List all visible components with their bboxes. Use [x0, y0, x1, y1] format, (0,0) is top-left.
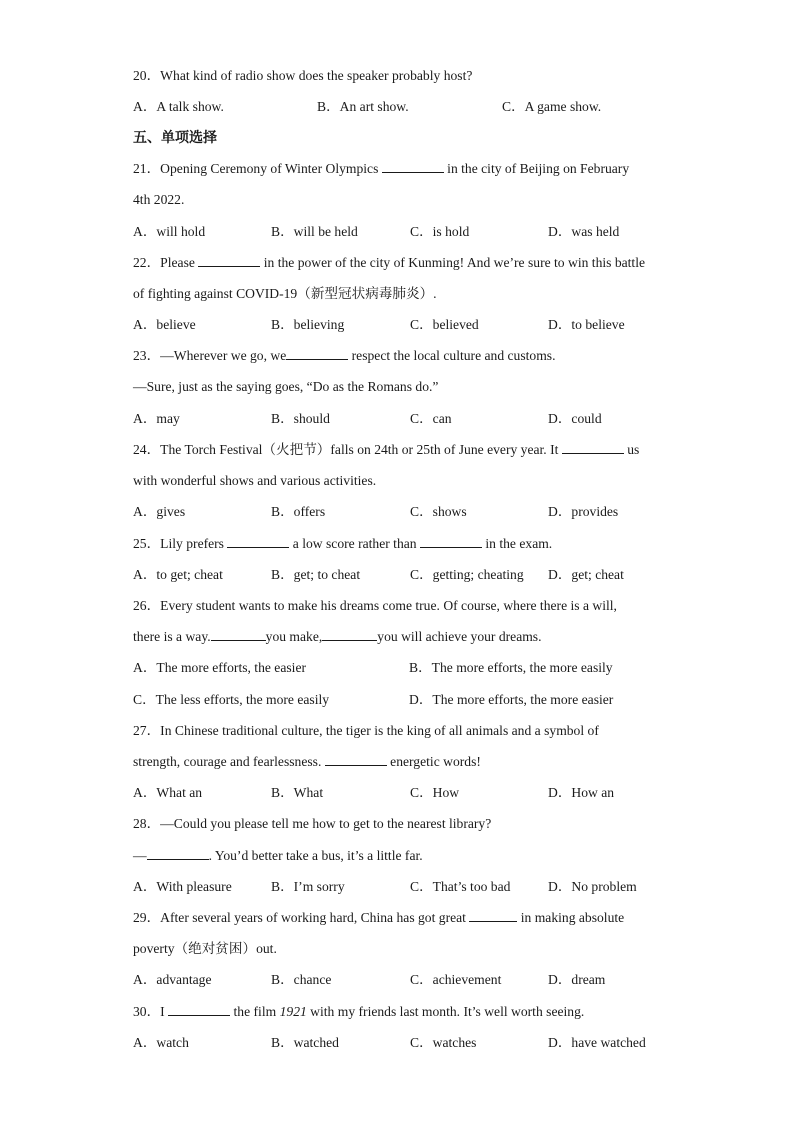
q28-blank[interactable]: [147, 847, 209, 860]
q26-stem-line1: 26．Every student wants to make his dreams come true. Of course, where there is a will,: [133, 598, 617, 613]
q29-stem-line2: poverty（绝对贫困）out.: [133, 941, 277, 956]
q23-option-a[interactable]: A．may: [133, 411, 180, 426]
q28-option-a[interactable]: A．With pleasure: [133, 879, 232, 894]
q30-stem-line1: 30．I the film 1921 with my friends last month. It’s well worth seeing.: [133, 1004, 585, 1019]
q20-option-c[interactable]: C．A game show.: [502, 99, 602, 114]
q26-stem-line2: there is a way. you make, you will achieve your dreams.: [133, 629, 542, 644]
q20-stem: 20．What kind of radio show does the speaker probably host?: [133, 68, 473, 83]
q26-option-d[interactable]: D．The more efforts, the more easier: [409, 692, 614, 707]
q28-stem-line2: — . You’d better take a bus, it’s a little far.: [133, 848, 423, 863]
q26-blank-1[interactable]: [211, 628, 266, 641]
q26-option-c[interactable]: C．The less efforts, the more easily: [133, 692, 330, 707]
q25-option-a[interactable]: A．to get; cheat: [133, 567, 223, 582]
q27-option-b[interactable]: B．What: [271, 785, 324, 800]
q23-option-d[interactable]: D．could: [548, 411, 602, 426]
q25-option-b[interactable]: B．get; to cheat: [271, 567, 361, 582]
q22-option-c[interactable]: C．believed: [410, 317, 479, 332]
q22-blank[interactable]: [198, 254, 260, 267]
section-title: 五、单项选择: [133, 130, 217, 146]
q30-blank[interactable]: [168, 1003, 230, 1016]
q29-option-a[interactable]: A．advantage: [133, 972, 212, 987]
q24-blank[interactable]: [562, 441, 624, 454]
q27-option-c[interactable]: C．How: [410, 785, 460, 800]
q22-stem-line2: of fighting against COVID-19（新型冠状病毒肺炎）.: [133, 286, 437, 301]
q28-option-b[interactable]: B．I’m sorry: [271, 879, 345, 894]
q24-option-b[interactable]: B．offers: [271, 504, 326, 519]
q22-option-d[interactable]: D．to believe: [548, 317, 625, 332]
q20-option-a[interactable]: A．A talk show.: [133, 99, 224, 114]
q23-stem-line2: —Sure, just as the saying goes, “Do as the Romans do.”: [133, 379, 439, 394]
q30-option-c[interactable]: C．watches: [410, 1035, 477, 1050]
q27-blank[interactable]: [325, 753, 387, 766]
q29-option-d[interactable]: D．dream: [548, 972, 606, 987]
q29-option-c[interactable]: C．achievement: [410, 972, 502, 987]
q20-option-b[interactable]: B．An art show.: [317, 99, 409, 114]
q25-stem-line1: 25．Lily prefers a low score rather than in the exam.: [133, 536, 553, 551]
q30-option-d[interactable]: D．have watched: [548, 1035, 646, 1050]
q24-stem-line2: with wonderful shows and various activities.: [133, 473, 377, 488]
q21-stem-line2: 4th 2022.: [133, 192, 185, 207]
q26-blank-2[interactable]: [322, 628, 377, 641]
q21-option-c[interactable]: C．is hold: [410, 224, 470, 239]
q28-stem-line1: 28．—Could you please tell me how to get to the nearest library?: [133, 816, 492, 831]
q29-option-b[interactable]: B．chance: [271, 972, 332, 987]
q25-option-d[interactable]: D．get; cheat: [548, 567, 624, 582]
q25-blank-2[interactable]: [420, 535, 482, 548]
q21-stem-line1: 21．Opening Ceremony of Winter Olympics in the city of Beijing on February: [133, 161, 630, 176]
q27-option-d[interactable]: D．How an: [548, 785, 615, 800]
q24-option-d[interactable]: D．provides: [548, 504, 619, 519]
q21-option-a[interactable]: A．will hold: [133, 224, 206, 239]
q29-stem-line1: 29．After several years of working hard, China has got great in making absolute: [133, 910, 625, 925]
q28-option-d[interactable]: D．No problem: [548, 879, 637, 894]
q23-blank[interactable]: [286, 347, 348, 360]
film-title: 1921: [279, 1004, 307, 1019]
q29-blank[interactable]: [469, 909, 517, 922]
q24-option-a[interactable]: A．gives: [133, 504, 186, 519]
q23-option-c[interactable]: C．can: [410, 411, 452, 426]
q24-stem-line1: 24．The Torch Festival（火把节）falls on 24th or 25th of June every year. It us: [133, 442, 640, 457]
q30-option-b[interactable]: B．watched: [271, 1035, 339, 1050]
q24-option-c[interactable]: C．shows: [410, 504, 467, 519]
q26-option-b[interactable]: B．The more efforts, the more easily: [409, 660, 613, 675]
q23-option-b[interactable]: B．should: [271, 411, 330, 426]
q30-option-a[interactable]: A．watch: [133, 1035, 189, 1050]
q23-stem-line1: 23．—Wherever we go, we respect the local culture and customs.: [133, 348, 556, 363]
q26-option-a[interactable]: A．The more efforts, the easier: [133, 660, 307, 675]
q21-blank[interactable]: [382, 160, 444, 173]
q27-option-a[interactable]: A．What an: [133, 785, 203, 800]
q27-stem-line1: 27．In Chinese traditional culture, the tiger is the king of all animals and a symbol of: [133, 723, 599, 738]
q22-option-a[interactable]: A．believe: [133, 317, 196, 332]
q22-stem-line1: 22．Please in the power of the city of Kunming! And we’re sure to win this battle: [133, 255, 646, 270]
q21-option-d[interactable]: D．was held: [548, 224, 620, 239]
q21-option-b[interactable]: B．will be held: [271, 224, 358, 239]
q25-blank-1[interactable]: [227, 535, 289, 548]
q22-option-b[interactable]: B．believing: [271, 317, 345, 332]
q27-stem-line2: strength, courage and fearlessness. energetic words!: [133, 754, 481, 769]
q25-option-c[interactable]: C．getting; cheating: [410, 567, 524, 582]
q28-option-c[interactable]: C．That’s too bad: [410, 879, 511, 894]
